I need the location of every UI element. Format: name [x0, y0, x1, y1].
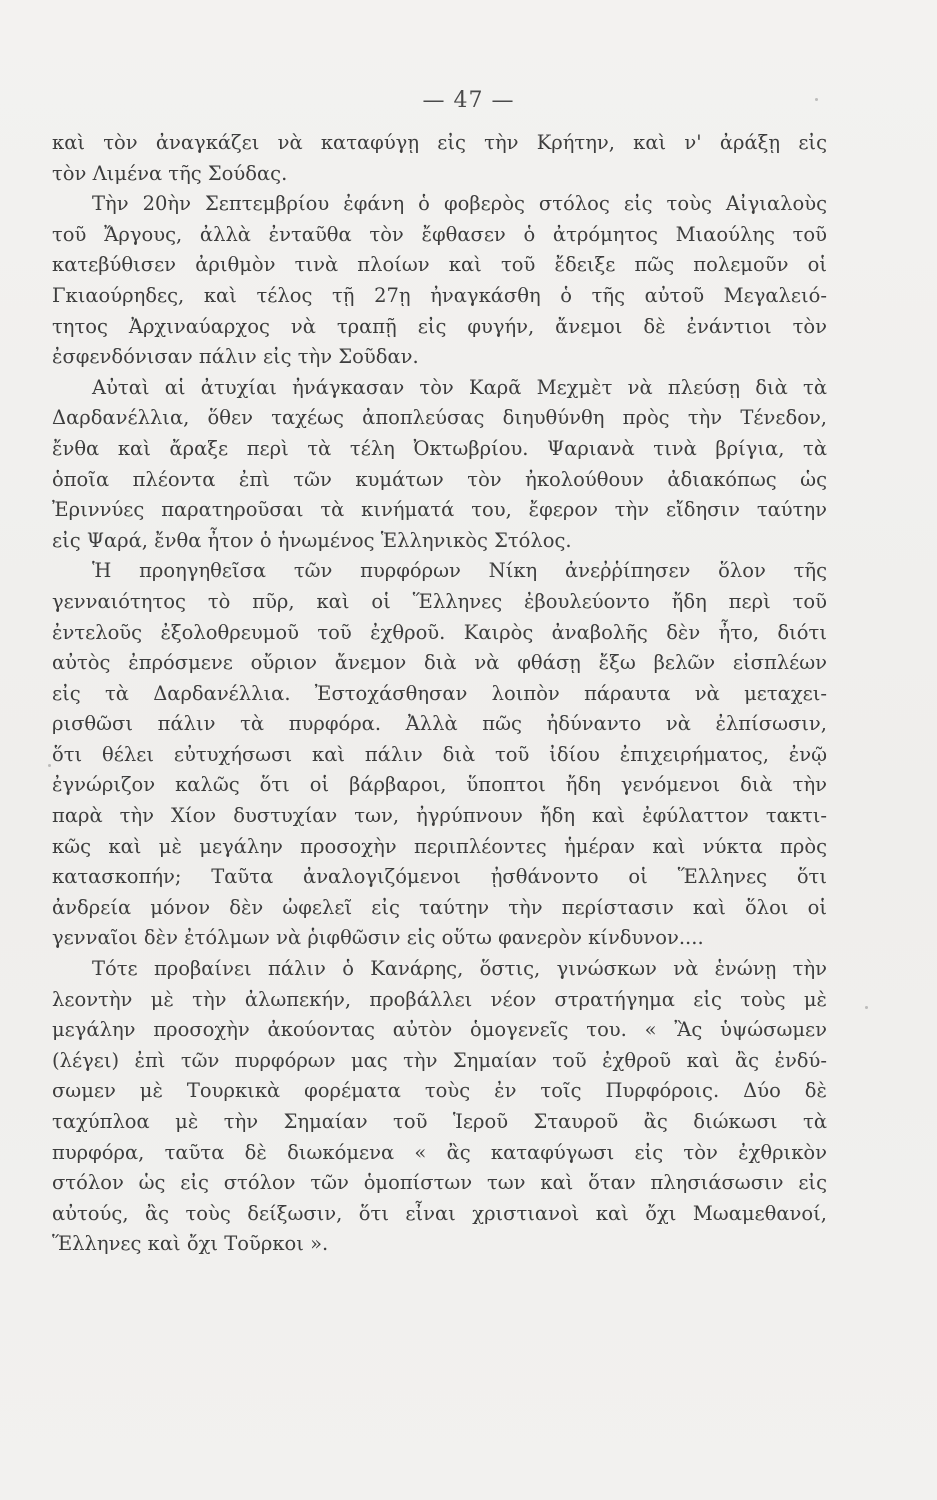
text-line: αὐτὸς ἐπρόσμενε οὔριον ἄνεμον διὰ νὰ φθάσῃ ἔξω βελῶν εἰσπλέων: [52, 651, 827, 675]
text-line: ὅτι θέλει εὐτυχήσωσι καὶ πάλιν διὰ τοῦ ἰδίου ἐπιχειρήματος, ἐνῷ: [52, 742, 827, 766]
text-line: κατεβύθισεν ἀριθμὸν τινὰ πλοίων καὶ τοῦ ἔδειξε πῶς πολεμοῦν οἱ: [52, 253, 827, 277]
text-line: γενναῖοι δὲν ἐτόλμων νὰ ῥιφθῶσιν εἰς οὕτω φανερὸν κίνδυνον....: [52, 926, 704, 950]
text-line: ἐντελοῦς ἐξολοθρευμοῦ τοῦ ἐχθροῦ. Καιρὸς ἀναβολῆς δὲν ἦτο, διότι: [52, 620, 827, 644]
paper-speck: [48, 764, 51, 767]
paper-speck: [815, 98, 818, 101]
text-line: Τότε προβαίνει πάλιν ὁ Κανάρης, ὅστις, γινώσκων νὰ ἑνώνῃ τὴν: [92, 957, 827, 981]
text-line: ὁποῖα πλέοντα ἐπὶ τῶν κυμάτων τὸν ἠκολούθουν ἀδιακόπως ὡς: [52, 467, 827, 491]
text-line: Τὴν 20ὴν Σεπτεμβρίου ἐφάνη ὁ φοβερὸς στόλος εἰς τοὺς Αἰγιαλοὺς: [92, 192, 827, 216]
text-line: ἀνδρεία μόνον δὲν ὠφελεῖ εἰς ταύτην τὴν περίστασιν καὶ ὅλοι οἱ: [52, 895, 827, 919]
text-line: κατασκοπήν; Ταῦτα ἀναλογιζόμενοι ᾐσθάνοντο οἱ Ἕλληνες ὅτι: [52, 865, 827, 889]
text-line: ἔνθα καὶ ἄραξε περὶ τὰ τέλη Ὀκτωβρίου. Ψαριανὰ τινὰ βρίγια, τὰ: [52, 436, 827, 460]
text-line: καὶ τὸν ἀναγκάζει νὰ καταφύγῃ εἰς τὴν Κρήτην, καὶ ν' ἀράξῃ εἰς: [52, 131, 827, 154]
text-line: ταχύπλοα μὲ τὴν Σημαίαν τοῦ Ἱεροῦ Σταυροῦ ἂς διώκωσι τὰ: [52, 1110, 827, 1133]
text-line: μεγάλην προσοχὴν ἀκούοντας αὐτὸν ὁμογενεῖς του. « Ἂς ὑψώσωμεν: [52, 1018, 827, 1042]
text-line: αὐτούς, ἂς τοὺς δείξωσιν, ὅτι εἶναι χριστιανοὶ καὶ ὄχι Μωαμεθανοί,: [52, 1201, 827, 1225]
text-line: Ἐριννύες παρατηροῦσαι τὰ κινήματά του, ἔφερον τὴν εἴδησιν ταύτην: [52, 498, 827, 522]
text-line: τοῦ Ἄργους, ἀλλὰ ἐνταῦθα τὸν ἔφθασεν ὁ ἀτρόμητος Μιαούλης τοῦ: [52, 222, 827, 246]
text-line: Ἡ προηγηθεῖσα τῶν πυρφόρων Νίκη ἀνεῤῥίπησεν ὅλον τῆς: [92, 559, 827, 583]
text-line: εἰς τὰ Δαρδανέλλια. Ἐστοχάσθησαν λοιπὸν πάραυτα νὰ μεταχει-: [52, 681, 827, 705]
text-line: πυρφόρα, ταῦτα δὲ διωκόμενα « ἂς καταφύγωσι εἰς τὸν ἐχθρικὸν: [52, 1140, 827, 1164]
text-line: παρὰ τὴν Χίον δυστυχίαν των, ἠγρύπνουν ἤδη καὶ ἐφύλαττον τακτι-: [52, 804, 827, 828]
text-line: κῶς καὶ μὲ μεγάλην προσοχὴν περιπλέοντες ἡμέραν καὶ νύκτα πρὸς: [52, 834, 827, 858]
text-line: γενναιότητος τὸ πῦρ, καὶ οἱ Ἕλληνες ἐβουλεύοντο ἤδη περὶ τοῦ: [52, 589, 827, 613]
page-number: — 47 —: [422, 88, 515, 113]
text-line: τητος Ἀρχιναύαρχος νὰ τραπῇ εἰς φυγήν, ἄνεμοι δὲ ἐνάντιοι τὸν: [52, 314, 827, 338]
text-line: στόλον ὡς εἰς στόλον τῶν ὁμοπίστων των καὶ ὅταν πλησιάσωσιν εἰς: [52, 1171, 827, 1195]
text-line: Γκιαούρηδες, καὶ τέλος τῇ 27ῃ ἠναγκάσθη ὁ τῆς αὐτοῦ Μεγαλειό-: [52, 283, 827, 307]
text-line: τὸν Λιμένα τῆς Σούδας.: [52, 161, 288, 185]
paper-speck: [865, 1006, 868, 1009]
text-line: Δαρδανέλλια, ὅθεν ταχέως ἀποπλεύσας διηυθύνθη πρὸς τὴν Τένεδον,: [52, 406, 827, 430]
text-line: εἰς Ψαρά, ἔνθα ἦτον ὁ ἡνωμένος Ἑλληνικὸς Στόλος.: [52, 528, 572, 552]
text-line: ἐγνώριζον καλῶς ὅτι οἱ βάρβαροι, ὕποπτοι ἤδη γενόμενοι διὰ τὴν: [52, 773, 827, 797]
text-line: Αὐταὶ αἱ ἀτυχίαι ἠνάγκασαν τὸν Καρᾶ Μεχμὲτ νὰ πλεύσῃ διὰ τὰ: [92, 375, 827, 399]
text-line: (λέγει) ἐπὶ τῶν πυρφόρων μας τὴν Σημαίαν τοῦ ἐχθροῦ καὶ ἂς ἐνδύ-: [52, 1048, 827, 1072]
body-text: [52, 128, 827, 1260]
text-line: ρισθῶσι πάλιν τὰ πυρφόρα. Ἀλλὰ πῶς ἠδύναντο νὰ ἐλπίσωσιν,: [52, 712, 827, 736]
text-line: Ἕλληνες καὶ ὄχι Τοῦρκοι ».: [52, 1232, 329, 1256]
text-line: ἐσφενδόνισαν πάλιν εἰς τὴν Σοῦδαν.: [52, 345, 419, 369]
text-line: λεοντὴν μὲ τὴν ἀλωπεκήν, προβάλλει νέον στρατήγημα εἰς τοὺς μὲ: [52, 987, 827, 1011]
text-line: σωμεν μὲ Τουρκικὰ φορέματα τοὺς ἐν τοῖς Πυρφόροις. Δύο δὲ: [52, 1079, 827, 1103]
